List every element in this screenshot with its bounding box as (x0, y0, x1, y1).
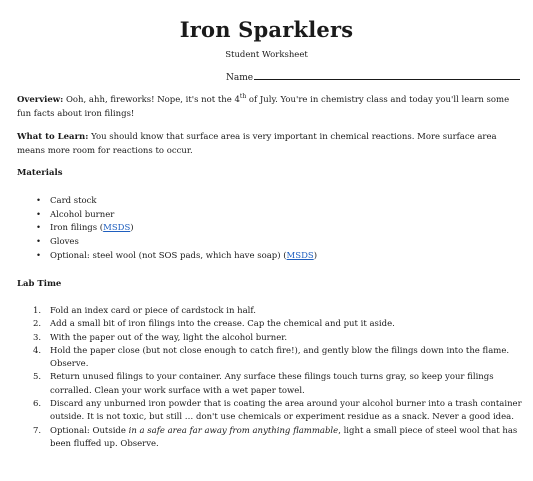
what-to-learn-text: You should know that surface area is very important in chemical reactions. More surface area means more room for reactions to occur. (17, 132, 497, 156)
bullet-icon: • (36, 196, 42, 206)
overview-label: Overview: (17, 95, 64, 105)
lab-steps-list (0, 305, 522, 451)
list-item: 2. Add a small bit of iron filings into the crease. Cap the chemical and put it aside. (33, 319, 395, 330)
page-subtitle: Student Worksheet (225, 50, 308, 60)
overview-text-1: Ooh, ahh, fireworks! Nope, it's not the 4 (65, 95, 240, 105)
materials-heading: Materials (17, 168, 63, 178)
list-item: 1. Fold an index card or piece of cardstock in half. (33, 306, 256, 316)
bullet-icon: • (36, 223, 42, 234)
name-field[interactable] (226, 71, 520, 83)
list-item: 6. Discard any unburned iron powder that is coating the area around your alcohol burner into a trash container outside. It is not toxic, but still … don't use chemicals or experiment residue as a snack. Never a good idea. (33, 399, 522, 423)
list-item: • Alcohol burner (0, 209, 317, 223)
bullet-icon: • (36, 209, 42, 220)
list-item: 5. Return unused filings to your container. Any surface these filings touch turns gray, so keep your filings corralled. Clean your work surface with a wet paper towel. (33, 372, 494, 396)
msds-link-iron[interactable]: MSDS (103, 223, 131, 234)
msds-link-steel-wool[interactable]: MSDS (286, 250, 314, 261)
what-to-learn-label: What to Learn: (17, 132, 89, 142)
what-to-learn-paragraph (17, 131, 522, 158)
overview-superscript: th (239, 93, 247, 101)
list-item: 4. Hold the paper close (but not close enough to catch fire!), and gently blow the filings down into the flame. Observe. (33, 345, 510, 370)
list-item: 7. Optional: Outside in a safe area far away from anything flammable, light a small piece of steel wool that has been fluffed up. Observe. (33, 425, 518, 449)
name-label: Name (226, 73, 254, 83)
lab-time-heading: Lab Time (17, 279, 62, 289)
list-item: • Card stock (0, 195, 317, 209)
overview-text-2: of July. You're in chemistry class and today you'll learn some fun facts about iron filings! (17, 95, 510, 119)
materials-list (0, 195, 317, 264)
list-item: • Iron filings (MSDS) (0, 222, 317, 236)
page-title: Iron Sparklers (179, 17, 354, 42)
name-blank-line[interactable] (254, 71, 520, 80)
list-item: • Gloves (0, 236, 317, 250)
bullet-icon: • (36, 250, 42, 261)
bullet-icon: • (36, 237, 42, 248)
safety-note: in a safe area far away from anything flammable (128, 425, 339, 436)
overview-paragraph (17, 94, 522, 121)
list-item: • Optional: steel wool (not SOS pads, which have soap) (MSDS) (0, 250, 317, 264)
list-item: 3. With the paper out of the way, light the alcohol burner. (33, 332, 288, 343)
